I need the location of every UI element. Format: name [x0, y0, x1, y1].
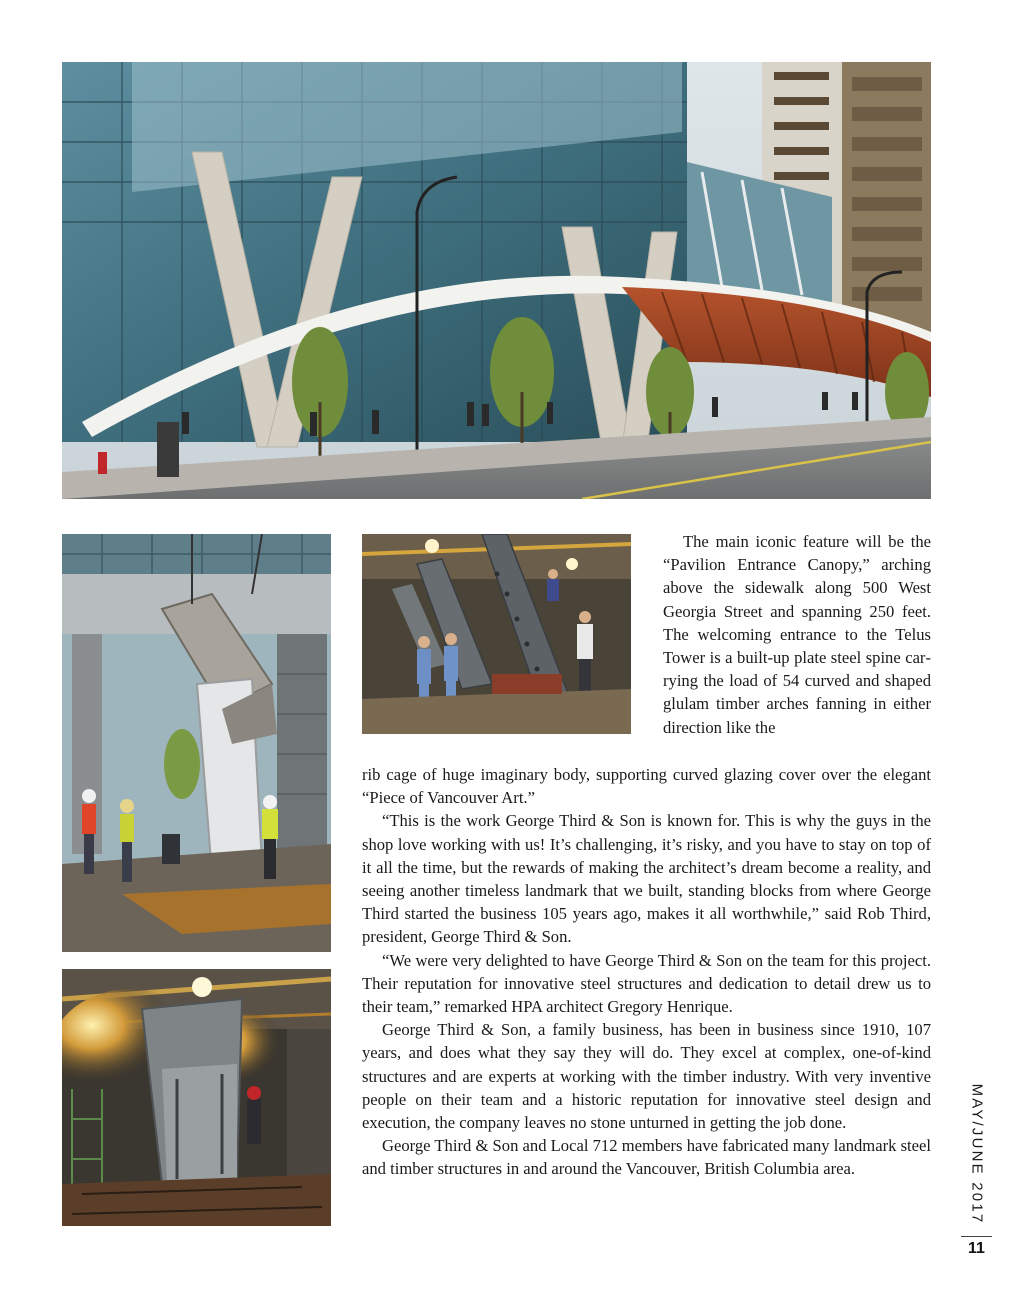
telus-tower-canopy-photo	[62, 62, 931, 499]
shop-assembly-photo	[362, 534, 631, 734]
article-wrap-column	[663, 530, 931, 739]
article-paragraph-3: “We were very delighted to have George Third & Son on the team for this project. Their reputation for innovative steel structures and dedication to detail drew us to their team,” remarked HPA architect Gregory Henrique.	[362, 950, 931, 1017]
page-number-rule	[961, 1236, 992, 1237]
article-paragraph-5: George Third & Son and Local 712 members have fabricated many landmark steel and timber structures in and around the Vancouver, British Columbia area.	[362, 1136, 931, 1179]
article-paragraph-4: George Third & Son, a family business, has been in business since 1910, 107 years, and does what they say they will do. They excel at complex, one-of-kind structures and are experts at working with the timber industry. With very inventive people on their team and a historic reputation for innovative steel design and execution, the company leaves no stone unturned in getting the job done.	[362, 1020, 931, 1133]
article-paragraph-2: “This is the work George Third & Son is known for. This is why the guys in the shop love working with us! It’s challenging, it’s risky, and you have to stay on top of it all the time, but the rewards of making the architect’s dream become a reality, and seeing another timeless landmark that we built, standing blocks from where George Third started the business 105 years ago, makes it all worthwhile,” said Rob Third, president, George Third & Son.	[362, 811, 931, 947]
article-paragraph-1-continued: rib cage of huge imaginary body, supporting curved glazing cover over the elegant “Piece of Vancouver Art.”	[362, 765, 931, 808]
shop-welding-photo	[62, 969, 331, 1226]
issue-date-label: MAY/JUNE 2017	[968, 1083, 986, 1225]
issue-date	[957, 1074, 997, 1234]
article-paragraph-1: The main iconic feature will be the “Pavilion Entrance Canopy,” arching above the sidewalk along 500 West Georgia Street and spanning 250 feet. The welcoming entrance to the Telus Tower is a built-up plate steel spine carrying the load of 54 curved and shaped glulam timber arches fanning in either direction like the	[663, 532, 931, 737]
column-installation-photo	[62, 534, 331, 952]
page-number: 11	[968, 1240, 985, 1257]
article-main-column	[362, 763, 931, 1181]
